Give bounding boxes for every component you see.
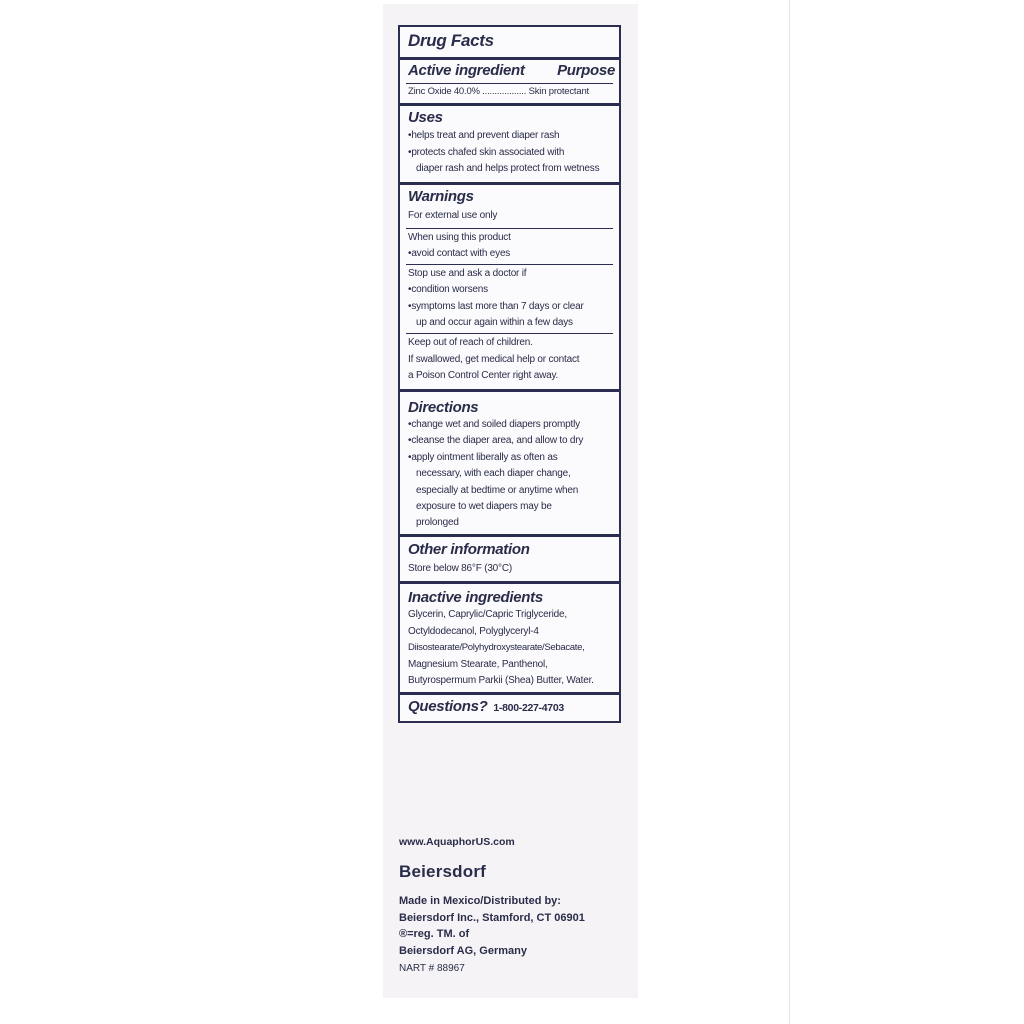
divider [400,581,619,584]
divider [406,333,613,334]
inactive-ingredients-line: Diisostearate/Polyhydroxystearate/Sebacate, [408,642,585,653]
distribution-block [399,893,585,959]
external-use: For external use only [408,210,498,221]
other-info-header: Other information [408,541,530,558]
questions-label: Questions? [408,698,488,715]
stop-use-item: • condition worsens [408,282,488,298]
divider-line [789,0,790,1024]
when-using: When using this product [408,232,511,243]
distribution-line: Beiersdorf Inc., Stamford, CT 06901 [399,911,585,924]
keep-out: Keep out of reach of children. [408,337,533,348]
distribution-line: Beiersdorf AG, Germany [399,944,527,957]
directions-item: necessary, with each diaper change, [416,468,571,479]
other-info-text: Store below 86°F (30°C) [408,563,512,574]
directions-item: prolonged [416,517,459,528]
directions-item: • change wet and soiled diapers promptly [408,417,580,433]
divider [400,103,619,106]
stop-use: Stop use and ask a doctor if [408,268,527,279]
warnings-header: Warnings [408,188,474,205]
uses-item: diaper rash and helps protect from wetness [416,163,600,174]
inactive-ingredients-line: Glycerin, Caprylic/Capric Triglyceride, [408,609,567,620]
website: www.AquaphorUS.com [399,836,515,848]
questions-row [408,698,564,715]
divider [400,57,619,60]
questions-phone: 1-800-227-4703 [493,702,564,714]
directions-item: • apply ointment liberally as often as [408,450,558,466]
swallowed: a Poison Control Center right away. [408,370,559,381]
stop-use-item: up and occur again within a few days [416,317,573,328]
inactive-ingredients-header: Inactive ingredients [408,589,543,606]
uses-item: • protects chafed skin associated with [408,145,564,161]
purpose-header: Purpose [557,62,615,79]
inactive-ingredients-line: Butyrospermum Parkii (Shea) Butter, Water. [408,675,594,686]
inactive-ingredients-line: Octyldodecanol, Polyglyceryl-4 [408,626,539,637]
stop-use-item: • symptoms last more than 7 days or clear [408,299,584,315]
nart-number: NART # 88967 [399,963,465,974]
inactive-ingredients-line: Magnesium Stearate, Panthenol, [408,659,548,670]
distribution-line: ®=reg. TM. of [399,928,470,940]
drug-facts-title: Drug Facts [408,31,494,50]
when-using-item: • avoid contact with eyes [408,246,510,262]
divider [400,692,619,695]
directions-item: • cleanse the diaper area, and allow to dry [408,433,583,449]
divider [400,182,619,185]
divider [400,389,619,392]
swallowed: If swallowed, get medical help or contact [408,354,580,365]
divider [406,264,613,265]
divider [400,534,619,537]
directions-header: Directions [408,399,479,416]
directions-item: exposure to wet diapers may be [416,501,552,512]
drug-facts-box [398,25,621,723]
active-ingredient-row [408,84,589,100]
ingredient-purpose: Skin protectant [528,86,589,97]
uses-item: • helps treat and prevent diaper rash [408,128,559,144]
distribution-line: Made in Mexico/Distributed by: [399,895,561,907]
uses-header: Uses [408,109,443,126]
leader-dots: .................. [482,86,527,97]
active-ingredient-header: Active ingredient [408,62,525,79]
divider [406,228,613,229]
brand-logo: Beiersdorf [399,862,487,881]
directions-item: especially at bedtime or anytime when [416,485,579,496]
ingredient-name: Zinc Oxide 40.0% [408,86,480,97]
